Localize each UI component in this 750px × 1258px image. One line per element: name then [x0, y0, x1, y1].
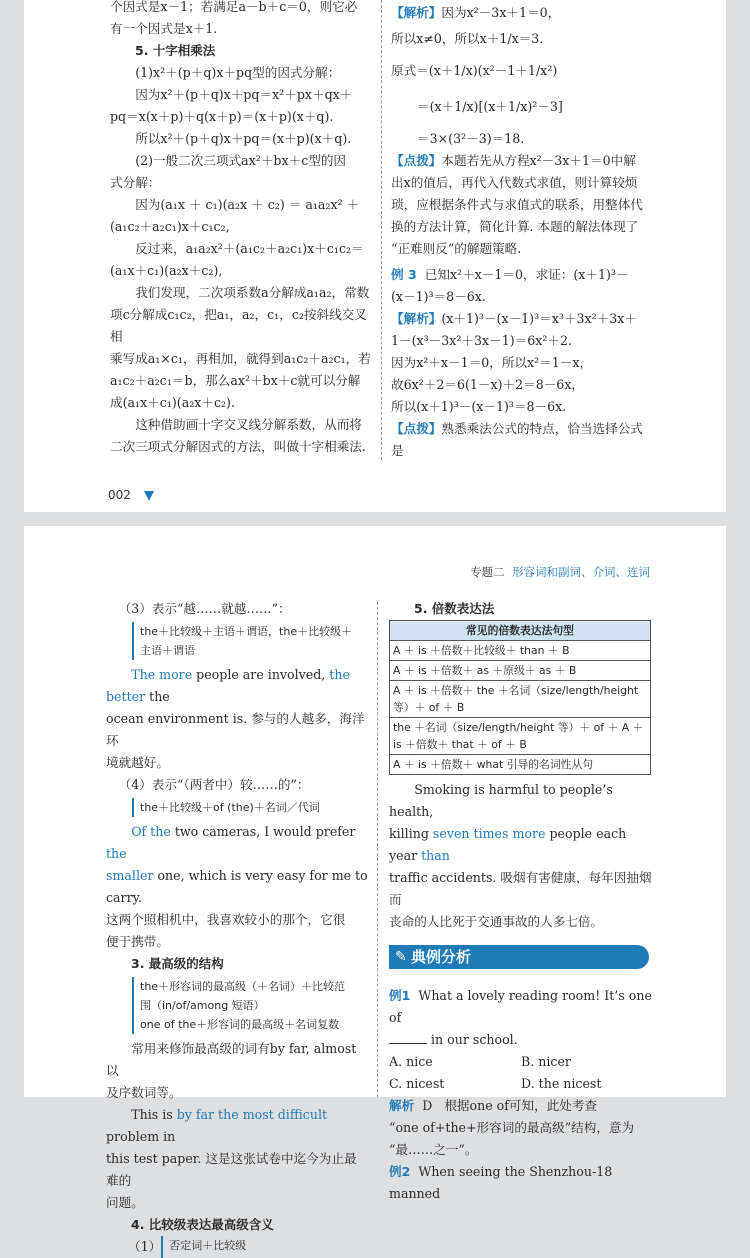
ex2-q1: When seeing the Shenzhou-18 manned	[389, 1164, 613, 1201]
smoking-line-4: 丧命的人比死于交通事故的人多七倍。	[389, 914, 604, 929]
item4-example-3: 这两个照相机中，我喜欢较小的那个，它很	[106, 912, 346, 927]
column-divider	[381, 0, 382, 460]
tip-line-5: “正难则反”的解题策略.	[391, 241, 522, 256]
right-column-2	[389, 598, 653, 1205]
sec4-item1-num: （1）	[128, 1239, 162, 1254]
smoking-line-3: traffic accidents. 吸烟有害健康，每年因抽烟而	[389, 870, 652, 907]
part2-head2: 式分解：	[110, 175, 161, 190]
banner-text: 典例分析	[411, 948, 472, 966]
table-header: 常见的倍数表达法句型	[390, 621, 651, 641]
part2-line3: 反过来，a₁a₂x²＋(a₁c₂＋a₂c₁)x＋c₁c₂＝	[135, 241, 364, 256]
para3-line1: 我们发现，二次项系数a分解成a₁a₂，常数	[135, 285, 370, 300]
tip-tag: 【点拨】	[391, 153, 442, 168]
intro-line-1: 个因式是x－1；若满足a－b＋c＝0，则它必	[110, 0, 358, 14]
item4-blue-3: smaller	[106, 868, 154, 883]
option-d: D. the nicest	[521, 1076, 602, 1091]
example-3-text-1: 已知x²＋x－1＝0，求证：(x＋1)³－	[424, 267, 629, 282]
part1-line2: pq＝x(x＋p)＋q(x＋p)＝(x＋p)(x＋q).	[110, 109, 334, 124]
running-head-title: 形容词和副词、介词、连词	[512, 565, 650, 579]
table-row: A ＋ is ＋倍数＋ what 引导的名词性从句	[390, 755, 651, 775]
item3-example-3: 境就越好。	[106, 755, 169, 770]
sec3-formula-3: one of the＋形容词的最高级＋名词复数	[140, 1018, 340, 1031]
item4-example-1	[106, 821, 368, 865]
tip-line-2: 出x的值后，再代入代数式求值，则计算较烦	[391, 175, 638, 190]
ex1-analysis-tag: 解析	[389, 1098, 415, 1113]
sec3-example-3: 问题。	[106, 1195, 144, 1210]
item3-head: （3）表示“越……就越……”：	[118, 601, 291, 616]
item4-blue-1: Of the	[131, 824, 171, 839]
para3-line2: 项c分解成c₁c₂，把a₁，a₂，c₁，c₂按斜线交叉相	[110, 307, 367, 344]
table-row: A ＋ is ＋倍数＋ the ＋名词（size/length/height 等）＋ of ＋ B	[390, 681, 651, 718]
sec3-line1: 常用来修饰最高级的词有by far, almost以	[106, 1041, 357, 1078]
sec5-title: 5. 倍数表达法	[414, 601, 495, 616]
ex3-analysis-line-3: 因为x²＋x－1＝0，所以x²＝1－x，	[391, 355, 593, 370]
sec3-formula-1: the＋形容词的最高级（＋名词）＋比较范	[140, 980, 346, 993]
item3-blue-2: the better	[106, 667, 350, 704]
ex3-analysis-text-1: (x＋1)³－(x－1)³＝x³＋3x²＋3x＋	[441, 311, 637, 326]
analysis-tag: 【解析】	[391, 5, 442, 20]
part2-line4: (a₁x＋c₁)(a₂x＋c₂),	[110, 263, 223, 278]
part2-line2: (a₁c₂＋a₂c₁)x＋c₁c₂,	[110, 219, 230, 234]
ex1-analysis-line-2: “one of+the+形容词的最高级”结构，意为	[389, 1120, 635, 1135]
math-line5: ＝3×(3²－3)＝18.	[417, 131, 525, 146]
typical-examples-banner	[389, 945, 649, 969]
smoking-blue-1: seven times more	[432, 826, 546, 841]
page-number: 002	[108, 488, 131, 502]
ex3-tip-tag: 【点拨】	[391, 421, 442, 436]
para4-line2: 二次三项式分解因式的方法，叫做十字相乘法.	[110, 439, 366, 454]
ex3-analysis-line-2: 1－(x³－3x²＋3x－1)＝6x²＋2.	[391, 333, 573, 348]
item3-formula-box	[132, 622, 368, 660]
smoking-mid: people each year	[389, 826, 627, 863]
table-row: A ＋ is ＋倍数＋比较级＋ than ＋ B	[390, 641, 651, 661]
sec3-formula-box	[132, 977, 368, 1034]
sec3-ex-end: problem in	[106, 1129, 176, 1144]
para4-line1: 这种借助画十字交叉线分解系数，从而将	[135, 417, 362, 432]
ex1-q2: in our school.	[431, 1032, 518, 1047]
sec3-ex-start: This is	[131, 1107, 177, 1122]
right-column	[391, 2, 653, 462]
para3-line4: a₁c₂＋a₂c₁＝b，那么ax²＋bx＋c就可以分解	[110, 373, 361, 388]
ex1-analysis-line-1	[389, 1095, 653, 1117]
part2-line1: 因为(a₁x ＋ c₁)(a₂x ＋ c₂) ＝ a₁a₂x² ＋	[135, 197, 360, 212]
item3-mid: people are involved,	[192, 667, 330, 682]
pencil-icon: ✎	[395, 949, 407, 965]
ex1-line-1	[389, 985, 653, 1029]
ex3-tip-line	[391, 418, 653, 462]
tip-line-1	[391, 150, 653, 172]
page-number-marker-icon	[144, 491, 154, 501]
ex1-analysis-l1: 根据one of可知，此处考查	[444, 1098, 598, 1113]
page-bottom	[24, 526, 726, 1254]
analysis-text: 因为x²－3x＋1＝0，	[441, 5, 561, 20]
item3-end: the	[145, 689, 170, 704]
item4-mid: two cameras, I would prefer	[170, 824, 356, 839]
sec3-line2: 及序数词等。	[106, 1085, 182, 1100]
left-column	[110, 0, 372, 458]
sec3-ex-blue: by far the most difficult	[176, 1107, 328, 1122]
option-a: A. nice	[389, 1054, 433, 1069]
example-3-line-2: (x－1)³＝8－6x.	[391, 289, 486, 304]
ex1-answer: D	[422, 1098, 433, 1113]
table-row: the ＋名词（size/length/height 等）＋ of ＋ A ＋ is ＋倍数＋ that ＋ of ＋ B	[390, 718, 651, 755]
sec3-formula-2: 围（in/of/among 短语）	[140, 999, 265, 1012]
part1-line1: 因为x²＋(p＋q)x＋pq＝x²＋px＋qx＋	[135, 87, 353, 102]
part1-line3: 所以x²＋(p＋q)x＋pq＝(x＋p)(x＋q).	[135, 131, 352, 146]
option-b: B. nicer	[521, 1054, 571, 1069]
item4-example-2	[106, 865, 368, 909]
sec3-title: 3. 最高级的结构	[131, 956, 224, 971]
ex3-analysis-line-1	[391, 308, 653, 330]
part2-head1: (2)一般二次三项式ax²＋bx＋c型的因	[135, 153, 347, 168]
running-head	[470, 564, 650, 580]
item4-example-4: 便于携带。	[106, 934, 169, 949]
ex3-tip-text: 熟悉乘法公式的特点，恰当选择公式是	[391, 421, 643, 458]
math-line4: ＝(x＋1/x)[(x＋1/x)²－3]	[417, 99, 563, 114]
math-line2: 所以x≠0，所以x＋1/x＝3.	[391, 31, 544, 46]
answer-blank	[389, 1043, 427, 1044]
table-row: A ＋ is ＋倍数＋ as ＋原级＋ as ＋ B	[390, 661, 651, 681]
item4-blue-2: the	[106, 846, 127, 861]
item3-formula-2: 主语＋谓语	[140, 644, 195, 657]
item3-example-2: ocean environment is. 参与的人越多，海洋环	[106, 711, 365, 748]
sec4-item1	[106, 1236, 368, 1258]
item4-rest: one, which is very easy for me to carry.	[106, 868, 368, 905]
intro-line-2: 有一个因式是x＋1.	[110, 21, 218, 36]
ex2-tag: 例2	[389, 1164, 411, 1179]
ex1-line-2	[389, 1029, 653, 1051]
ex1-options-row-2	[389, 1073, 653, 1095]
option-c: C. nicest	[389, 1076, 445, 1091]
ex3-analysis-line-4: 故6x²＋2＝6(1－x)＋2＝8－6x，	[391, 377, 585, 392]
math-line3: 原式＝(x＋1/x)(x²－1＋1/x²)	[391, 63, 558, 78]
ex3-analysis-tag: 【解析】	[391, 311, 442, 326]
item4-head: （4）表示“（两者中）较……的”：	[118, 777, 310, 792]
part1-head: (1)x²＋(p＋q)x＋pq型的因式分解：	[135, 65, 341, 80]
multiples-table	[389, 620, 651, 775]
page-top	[24, 0, 726, 512]
sec3-example-1	[106, 1104, 368, 1148]
tip-text-1: 本题若先从方程x²－3x＋1＝0中解	[441, 153, 636, 168]
item3-formula-1: the＋比较级＋主语＋谓语，the＋比较级＋	[140, 625, 353, 638]
ex1-options-row-1	[389, 1051, 653, 1073]
smoking-line-2	[389, 823, 653, 867]
smoking-blue-2: than	[421, 848, 450, 863]
example-3-line-1	[391, 264, 653, 286]
smoking-start: killing	[389, 826, 433, 841]
item3-example-1	[106, 664, 368, 708]
item4-formula-box: the＋比较级＋of (the)＋名词／代词	[132, 798, 368, 817]
item3-blue-1: The more	[131, 667, 193, 682]
section-title: 5. 十字相乘法	[135, 43, 216, 58]
ex1-analysis-line-3: “最……之一”。	[389, 1142, 478, 1157]
tip-line-4: 换的方法计算，简化计算. 本题的解法体现了	[391, 219, 639, 234]
ex1-q1: What a lovely reading room! It’s one of	[389, 988, 652, 1025]
column-divider-2	[377, 602, 378, 1097]
para3-line3: 乘写成a₁×c₁，再相加，就得到a₁c₂＋a₂c₁，若	[110, 351, 371, 366]
para3-line5: 成(a₁x＋c₁)(a₂x＋c₂).	[110, 395, 235, 410]
tip-line-3: 琐，应根据条件式与求值式的联系，用整体代	[391, 197, 643, 212]
ex1-tag: 例1	[389, 988, 411, 1003]
running-head-label: 专题二	[470, 565, 505, 579]
left-column-2	[106, 598, 368, 1258]
smoking-line-1: Smoking is harmful to people’s health,	[389, 782, 613, 819]
sec3-example-2: this test paper. 这是这张试卷中迄今为止最难的	[106, 1151, 357, 1188]
example-3-tag: 例 3	[391, 267, 417, 282]
ex2-line-1	[389, 1161, 653, 1205]
ex3-analysis-line-5: 所以(x＋1)³－(x－1)³＝8－6x.	[391, 399, 567, 414]
sec4-title: 4. 比较级表达最高级含义	[131, 1217, 274, 1232]
analysis-line	[391, 2, 653, 24]
sec4-item1-box: 否定词＋比较级	[161, 1236, 246, 1258]
